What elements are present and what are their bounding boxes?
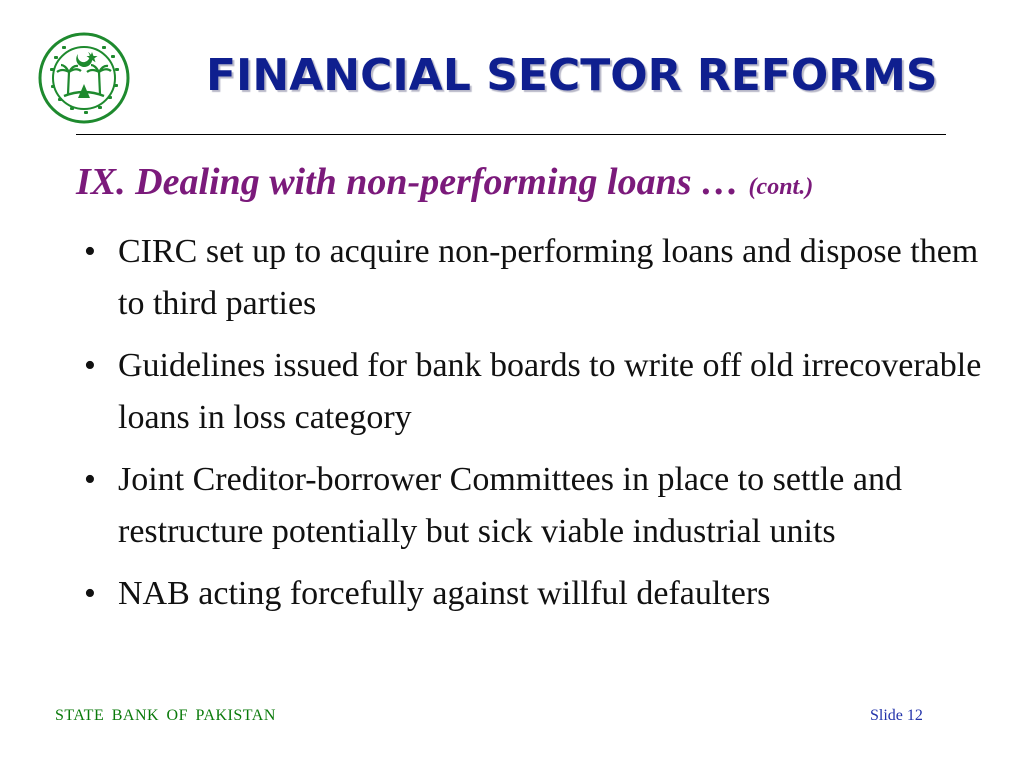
- seal-icon: [38, 32, 130, 124]
- bullet-glyph: •: [84, 461, 96, 498]
- bullet-item: [84, 226, 984, 330]
- bullet-glyph: •: [84, 233, 96, 270]
- bullet-list: [84, 226, 984, 630]
- bullet-text: CIRC set up to acquire non-performing loans and dispose them to third parties: [118, 233, 979, 322]
- title-divider: [76, 134, 946, 135]
- state-bank-logo: [38, 32, 130, 124]
- bullet-glyph: •: [84, 347, 96, 384]
- subheading-text: IX. Dealing with non-performing loans …: [76, 161, 740, 203]
- bullet-item: [84, 454, 984, 558]
- section-subheading: [76, 160, 1006, 204]
- bullet-text: NAB acting forcefully against willful defaulters: [118, 575, 771, 612]
- bullet-item: [84, 340, 984, 444]
- bullet-item: [84, 568, 984, 620]
- slide-number: Slide 12: [870, 707, 923, 724]
- slide-title: FINANCIAL SECTOR REFORMS: [206, 50, 938, 101]
- subheading-cont: (cont.): [748, 174, 814, 200]
- bullet-text: Guidelines issued for bank boards to write off old irrecoverable loans in loss category: [118, 347, 982, 436]
- bullet-glyph: •: [84, 575, 96, 612]
- footer-organization: STATE BANK OF PAKISTAN: [55, 707, 276, 724]
- bullet-text: Joint Creditor-borrower Committees in place to settle and restructure potentially but sick viable industrial units: [118, 461, 902, 550]
